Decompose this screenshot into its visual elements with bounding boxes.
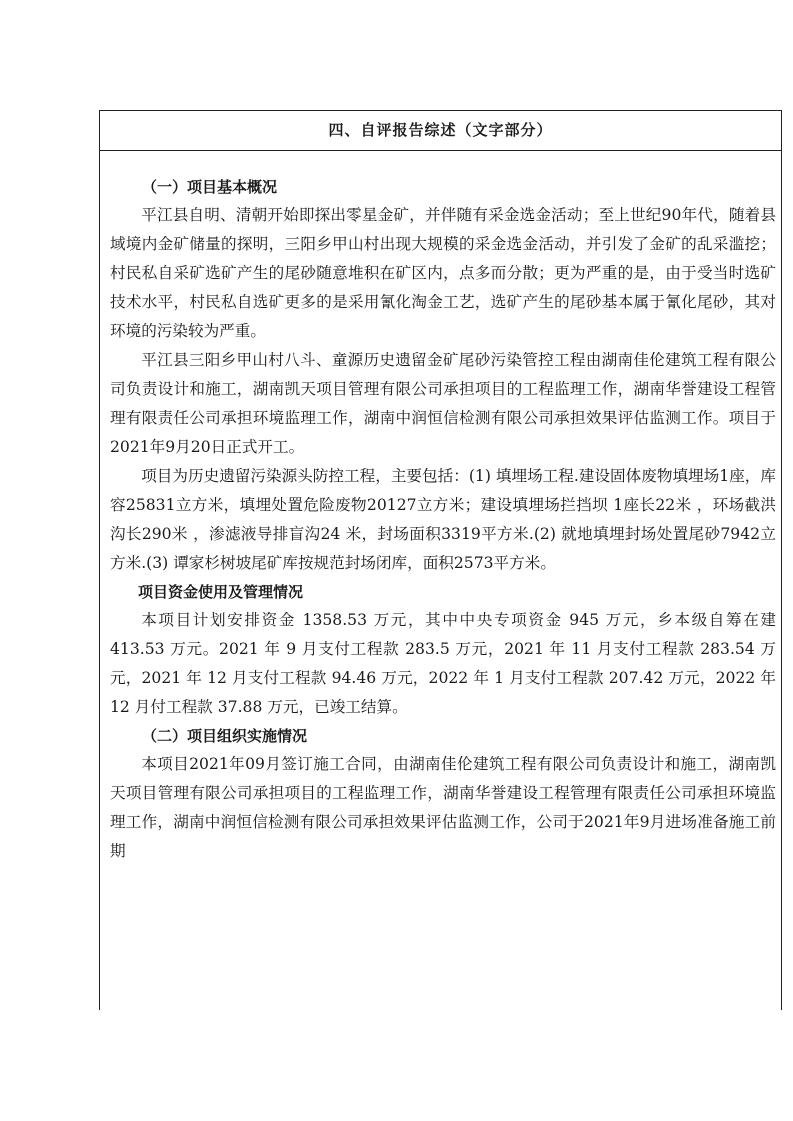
heading-funds: 项目资金使用及管理情况 bbox=[138, 583, 304, 601]
section-title: 四、自评报告综述（文字部分） bbox=[100, 111, 781, 151]
heading-overview: （一）项目基本概况 bbox=[142, 178, 278, 196]
paragraph-scope: 项目为历史遗留污染源头防控工程，主要包括：(1) 填埋场工程.建设固体废物填埋场1座，库容25831立方米，填埋处置危险废物20127立方米；建设填埋场拦挡坝 1座长22米 ，环场截洪沟长290米 ，渗滤液导排盲沟24 米，封场面积3319平方米.(2) 就地填埋封场处置尾砂7942立 方米.(3) 谭家杉树坡尾矿库按规范封场闭库，面积2573平方米。 bbox=[110, 467, 776, 572]
paragraph-history: 平江县自明、清朝开始即探出零星金矿，并伴随有采金选金活动；至上世纪90年代，随着县域境内金矿储量的探明，三阳乡甲山村出现大规模的采金选金活动，并引发了金矿的乱采滥挖；村民私自采矿选矿产生的尾砂随意堆积在矿区内，点多而分散；更为严重的是，由于受当时选矿技术水平，村民私自选矿更多的是采用氰化淘金工艺，选矿产生的尾砂基本属于氰化尾砂，其对环境的污染较为严重。 bbox=[110, 206, 776, 340]
paragraph-funds: 本项目计划安排资金 1358.53 万元，其中中央专项资金 945 万元，乡本级自筹在建 413.53 万元。2021 年 9 月支付工程款 283.5 万元，2021 年 11 月支付工程款 283.54 万元，2021 年 12 月支付工程款 94.46 万元，2022 年 1 月支付工程款 207.42 万元，2022 年 12 月付工程款 37.88 万元，已竣工结算。 bbox=[110, 611, 776, 716]
heading-implementation: （二）项目组织实施情况 bbox=[142, 727, 308, 745]
report-frame bbox=[99, 110, 782, 1010]
paragraph-contractors: 平江县三阳乡甲山村八斗、童源历史遗留金矿尾砂污染管控工程由湖南佳伦建筑工程有限公司负责设计和施工，湖南凯天项目管理有限公司承担项目的工程监理工作，湖南华誉建设工程管理有限责任公司承担环境监理工作，湖南中润恒信检测有限公司承担效果评估监测工作。项目于2021年9月20日正式开工。 bbox=[110, 351, 776, 456]
paragraph-implementation: 本项目2021年09月签订施工合同，由湖南佳伦建筑工程有限公司负责设计和施工，湖南凯天项目管理有限公司承担项目的工程监理工作，湖南华誉建设工程管理有限责任公司承担环境监理工作，湖南中润恒信检测有限公司承担效果评估监测工作，公司于2021年9月进场准备施工前期 bbox=[110, 755, 776, 860]
report-content bbox=[110, 173, 776, 866]
